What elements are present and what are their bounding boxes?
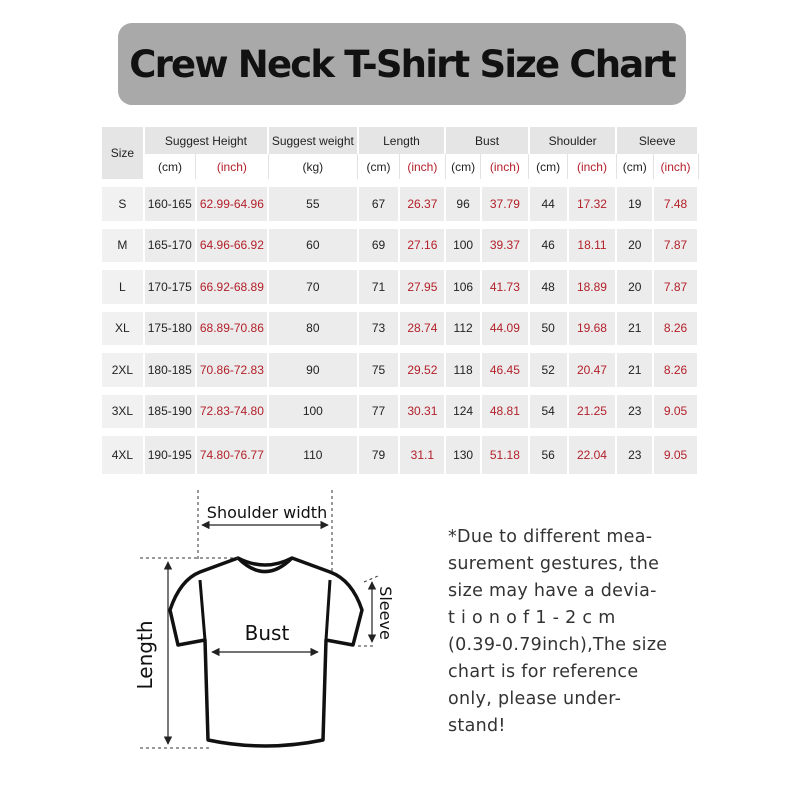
table-row <box>102 391 698 433</box>
height-inch-cell: 70.86-72.83 <box>196 349 268 391</box>
weight-cell: 100 <box>268 391 358 433</box>
shoulder-cm-cell: 54 <box>529 391 568 433</box>
shoulder-inch-cell: 17.32 <box>568 183 617 225</box>
unit-bust-cm: (cm) <box>445 154 481 183</box>
sleeve-inch-cell: 9.05 <box>653 432 698 474</box>
length-inch-cell: 30.31 <box>399 391 445 433</box>
table-row <box>102 349 698 391</box>
weight-cell: 60 <box>268 225 358 267</box>
bust-cm-cell: 106 <box>445 266 481 308</box>
shoulder-inch-cell: 19.68 <box>568 308 617 350</box>
size-table <box>102 127 699 474</box>
shoulder-cm-cell: 48 <box>529 266 568 308</box>
sleeve-cm-cell: 20 <box>616 225 653 267</box>
page-title: Crew Neck T-Shirt Size Chart <box>129 42 675 86</box>
unit-shoulder-cm: (cm) <box>529 154 568 183</box>
bust-cm-cell: 130 <box>445 432 481 474</box>
unit-length-cm: (cm) <box>358 154 400 183</box>
bust-inch-cell: 41.73 <box>481 266 529 308</box>
height-cm-cell: 190-195 <box>144 432 196 474</box>
header-suggest-weight: Suggest weight <box>268 127 358 154</box>
length-inch-cell: 28.74 <box>399 308 445 350</box>
shoulder-cm-cell: 44 <box>529 183 568 225</box>
shoulder-cm-cell: 46 <box>529 225 568 267</box>
sleeve-cm-cell: 21 <box>616 308 653 350</box>
bust-inch-cell: 48.81 <box>481 391 529 433</box>
unit-bust-inch: (inch) <box>481 154 529 183</box>
size-cell: M <box>102 225 144 267</box>
bust-cm-cell: 96 <box>445 183 481 225</box>
weight-cell: 110 <box>268 432 358 474</box>
height-inch-cell: 64.96-66.92 <box>196 225 268 267</box>
unit-weight-kg: (kg) <box>268 154 358 183</box>
header-shoulder: Shoulder <box>529 127 617 154</box>
bust-cm-cell: 112 <box>445 308 481 350</box>
bust-inch-cell: 46.45 <box>481 349 529 391</box>
shoulder-cm-cell: 56 <box>529 432 568 474</box>
weight-cell: 90 <box>268 349 358 391</box>
bust-cm-cell: 118 <box>445 349 481 391</box>
bust-inch-cell: 39.37 <box>481 225 529 267</box>
sleeve-inch-cell: 8.26 <box>653 349 698 391</box>
header-bust: Bust <box>445 127 529 154</box>
height-cm-cell: 170-175 <box>144 266 196 308</box>
table-body <box>102 183 698 474</box>
length-cm-cell: 75 <box>358 349 400 391</box>
header-suggest-height: Suggest Height <box>144 127 268 154</box>
table-row <box>102 183 698 225</box>
table-unit-row <box>102 154 698 183</box>
length-cm-cell: 71 <box>358 266 400 308</box>
size-cell: XL <box>102 308 144 350</box>
length-inch-cell: 27.95 <box>399 266 445 308</box>
shoulder-inch-cell: 18.11 <box>568 225 617 267</box>
bust-inch-cell: 51.18 <box>481 432 529 474</box>
table-header-row <box>102 127 698 154</box>
size-cell: 4XL <box>102 432 144 474</box>
length-inch-cell: 27.16 <box>399 225 445 267</box>
sleeve-cm-cell: 21 <box>616 349 653 391</box>
sleeve-inch-cell: 7.87 <box>653 266 698 308</box>
unit-sleeve-cm: (cm) <box>616 154 653 183</box>
header-length: Length <box>358 127 446 154</box>
sleeve-cm-cell: 23 <box>616 391 653 433</box>
height-inch-cell: 68.89-70.86 <box>196 308 268 350</box>
shoulder-inch-cell: 20.47 <box>568 349 617 391</box>
length-inch-cell: 26.37 <box>399 183 445 225</box>
disclaimer-note: *Due to different mea- surement gestures, the size may have a devia- t i o n o f 1 - 2 c m (0.39-0.79inch),The size chart is for reference only, please under- stand! <box>448 527 668 736</box>
height-inch-cell: 66.92-68.89 <box>196 266 268 308</box>
sleeve-cm-cell: 20 <box>616 266 653 308</box>
length-cm-cell: 79 <box>358 432 400 474</box>
bust-label: Bust <box>244 621 290 645</box>
sleeve-cm-cell: 23 <box>616 432 653 474</box>
unit-height-cm: (cm) <box>144 154 196 183</box>
height-inch-cell: 62.99-64.96 <box>196 183 268 225</box>
height-cm-cell: 165-170 <box>144 225 196 267</box>
length-cm-cell: 77 <box>358 391 400 433</box>
unit-sleeve-inch: (inch) <box>653 154 698 183</box>
size-cell: S <box>102 183 144 225</box>
unit-length-inch: (inch) <box>399 154 445 183</box>
table-row <box>102 308 698 350</box>
length-inch-cell: 29.52 <box>399 349 445 391</box>
size-cell: 2XL <box>102 349 144 391</box>
table-row <box>102 266 698 308</box>
shoulder-inch-cell: 21.25 <box>568 391 617 433</box>
bust-inch-cell: 37.79 <box>481 183 529 225</box>
bust-cm-cell: 124 <box>445 391 481 433</box>
tshirt-diagram <box>130 480 420 790</box>
height-cm-cell: 160-165 <box>144 183 196 225</box>
unit-shoulder-inch: (inch) <box>568 154 617 183</box>
sleeve-inch-cell: 9.05 <box>653 391 698 433</box>
table-row <box>102 432 698 474</box>
sleeve-cm-cell: 19 <box>616 183 653 225</box>
length-cm-cell: 73 <box>358 308 400 350</box>
unit-height-inch: (inch) <box>196 154 268 183</box>
size-cell: L <box>102 266 144 308</box>
header-sleeve: Sleeve <box>616 127 698 154</box>
height-cm-cell: 180-185 <box>144 349 196 391</box>
shoulder-cm-cell: 50 <box>529 308 568 350</box>
sleeve-label: Sleeve <box>376 586 395 640</box>
length-inch-cell: 31.1 <box>399 432 445 474</box>
height-cm-cell: 175-180 <box>144 308 196 350</box>
sleeve-inch-cell: 7.87 <box>653 225 698 267</box>
bust-cm-cell: 100 <box>445 225 481 267</box>
sleeve-inch-cell: 8.26 <box>653 308 698 350</box>
height-cm-cell: 185-190 <box>144 391 196 433</box>
weight-cell: 70 <box>268 266 358 308</box>
shoulder-cm-cell: 52 <box>529 349 568 391</box>
length-label: Length <box>133 620 157 690</box>
bust-inch-cell: 44.09 <box>481 308 529 350</box>
weight-cell: 55 <box>268 183 358 225</box>
shoulder-width-label: Shoulder width <box>206 503 328 522</box>
shoulder-inch-cell: 22.04 <box>568 432 617 474</box>
shoulder-inch-cell: 18.89 <box>568 266 617 308</box>
title-banner <box>118 23 686 105</box>
sleeve-inch-cell: 7.48 <box>653 183 698 225</box>
table-row <box>102 225 698 267</box>
height-inch-cell: 72.83-74.80 <box>196 391 268 433</box>
length-cm-cell: 69 <box>358 225 400 267</box>
weight-cell: 80 <box>268 308 358 350</box>
length-cm-cell: 67 <box>358 183 400 225</box>
height-inch-cell: 74.80-76.77 <box>196 432 268 474</box>
size-header: Size <box>102 127 144 183</box>
size-cell: 3XL <box>102 391 144 433</box>
